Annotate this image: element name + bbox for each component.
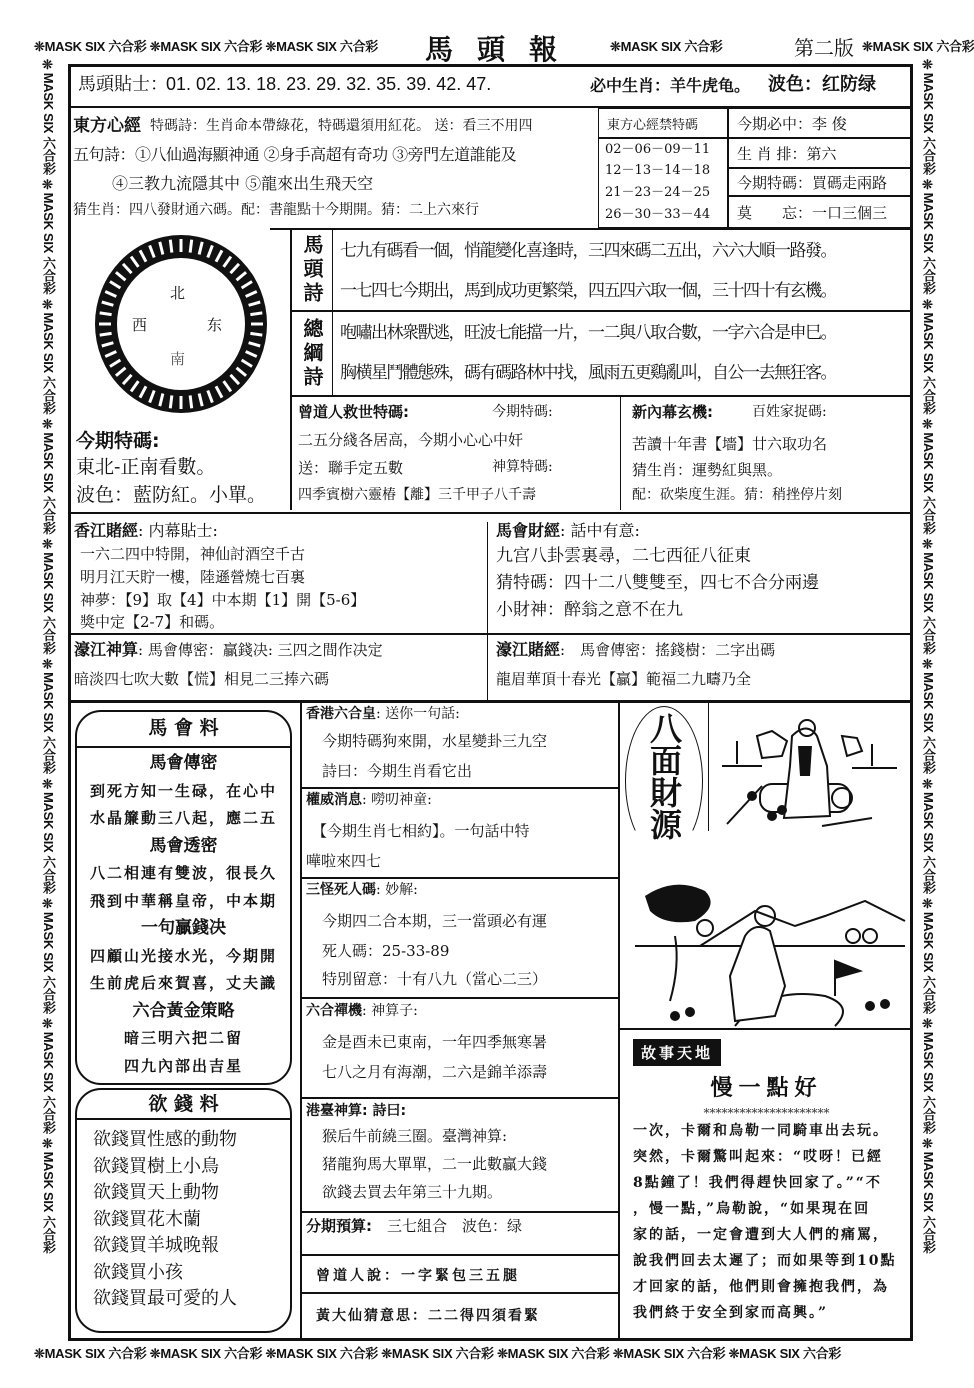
border-text-repeat: ❊MASK SIX 六合彩 (41, 1136, 56, 1254)
haojiang-shensuan-line: 暗淡四七吹大數【慌】相見二三捧六碼 (74, 670, 330, 688)
tips-label: 馬頭貼士： (78, 74, 168, 95)
tips-numbers: 01. 02. 13. 18. 23. 29. 32. 35. 39. 42. 47. (166, 74, 492, 94)
caijing-title: 馬會財經 (496, 521, 561, 540)
cj-heading (306, 1003, 418, 1020)
sg-line: 特別留意：十有八九（當心二三） (322, 970, 548, 988)
haojiang-dujing-line: 龍眉華頂十春光【贏】範福二九疇乃全 (496, 670, 752, 688)
story-line: 我們終于安全到家而高興。” (633, 1305, 829, 1321)
fq-title: 分期預算: (306, 1217, 372, 1235)
caijing-line: 小財神：醉翁之意不在九 (496, 600, 683, 620)
dongfang-line2: 五句詩：①八仙過海顯神通 ②身手高超有奇功 ③旁門左道誰能及 (73, 145, 517, 164)
cj-line: 七八之月有海潮，二六是錦羊添壽 (322, 1063, 548, 1081)
story-line: 才回家的話，他們則會擁抱我們，為 (633, 1279, 889, 1295)
info-row: 生 肖 排：第六 (728, 138, 912, 168)
yuqian-liao-title: 欲 錢 料 (148, 1093, 219, 1115)
border-left (38, 58, 58, 1343)
sg-title: 三怪死人碼 (306, 882, 376, 898)
border-text-repeat: ❊MASK SIX 六合彩 (921, 1017, 936, 1137)
mahui-section-line: 水晶簾動三八起，應二五 (89, 809, 277, 827)
masthead: 馬頭報 (425, 33, 582, 66)
border-text: ❊MASK SIX 六合彩 (862, 39, 974, 54)
story-line: 突然，卡爾驚叫起來：“哎呀！已經 (633, 1149, 884, 1165)
story-line: 家的話，一定會遭到大人們的痛罵， (633, 1227, 889, 1243)
num-row: 21－23－24－25 (605, 185, 711, 200)
num-row: 12－13－14－18 (605, 163, 711, 178)
qw-line: 【今期生肖七相約】。一句話中特 (312, 822, 530, 840)
caijing-heading (496, 521, 640, 540)
mahui-section-head: 馬會透密 (149, 835, 218, 856)
border-text-repeat: ❊MASK SIX 六合彩 (921, 537, 936, 658)
border-top (34, 36, 414, 54)
xiangjiang-line: 神夢：【9】取【4】中本期【1】開【5-6】 (80, 591, 366, 609)
border-text-repeat: ❊MASK SIX 六合彩 (728, 1346, 842, 1361)
yuqian-list (93, 1127, 237, 1313)
story-line: 一次，卡爾和烏勒一同騎車出去玩。 (633, 1123, 889, 1139)
qw-heading (306, 792, 432, 809)
fq-value: 三七組合 波色：绿 (387, 1217, 523, 1235)
border-text-repeat: ❊MASK SIX 六合彩 (41, 297, 56, 418)
border-text-repeat: ❊MASK SIX 六合彩 (41, 537, 56, 658)
gt-line: 猪龍狗馬大單單，二一此數贏大錢 (322, 1155, 548, 1173)
story-line: 8點鐘了！我們得趕快回家了。”“不 (633, 1175, 882, 1191)
yuqian-item: 欲錢買花木蘭 (93, 1208, 201, 1230)
hk-heading (306, 706, 460, 723)
border-text-repeat: ❊MASK SIX 六合彩 (612, 1346, 729, 1361)
haojiang-dujing-heading (496, 640, 775, 659)
compass-wheel (92, 232, 270, 416)
xiangjiang-line: 一六二四中特開，神仙討酒空千古 (80, 545, 306, 563)
qw-sub: : 嘮叨神童: (362, 792, 432, 808)
compass-tick (100, 333, 112, 335)
scholar-illustration (712, 706, 908, 830)
sg-line: 今期四二合本期，三一當頭必有運 (322, 912, 548, 930)
border-text: ❊MASK SIX 六合彩 (921, 58, 936, 178)
border-text-repeat: ❊MASK SIX 六合彩 (41, 417, 56, 538)
border-text-repeat: ❊MASK SIX 六合彩 (381, 1346, 498, 1361)
story-line: ，慢一點，”烏勒說，“如果現在回 (633, 1201, 871, 1217)
mahui-section-line: 四九內部出吉星 (123, 1056, 243, 1075)
cj-sub: : 神算子: (362, 1003, 418, 1019)
story-line: 說我們回去太遲了；而如果等到10點 (633, 1253, 897, 1269)
info-row: 今期必中：李 俊 (728, 108, 912, 138)
border-text-repeat: ❊MASK SIX 六合彩 (41, 897, 56, 1017)
zengdaoren-line1: 二五分綫各居高，今期小心心中奸 (298, 431, 524, 449)
border-text: ❊MASK SIX 六合彩 (41, 58, 56, 178)
compass-north: 北 (170, 284, 186, 302)
story-section-label: 故事天地 (633, 1039, 721, 1066)
mahui-section-line: 四顧山光接水光，今期開 (89, 946, 277, 965)
info-row: 莫 忘：一口三個三 (728, 196, 912, 228)
gt-title: 港臺神算: 詩曰: (306, 1103, 407, 1119)
border-bottom (34, 1343, 940, 1361)
xinneimu-title: 新內幕玄機: (632, 403, 713, 421)
compass-tick (190, 395, 192, 408)
xinneimu-line2: 猜生肖：運勢紅與黑。 (632, 461, 783, 479)
compass-south: 南 (170, 350, 186, 368)
dongfang-line4: 猜生肖：四八發財通六碼。配：書龍點十今期開。猜：二上六來行 (73, 202, 479, 218)
mahui-liao-title: 馬 會 料 (148, 717, 219, 739)
xinneimu-line3: 配：砍柴度生涯。猜：稍挫停片刻 (632, 487, 842, 503)
border-text-repeat: ❊MASK SIX 六合彩 (149, 1346, 266, 1361)
matou-poem-line: 一七四七今期出，馬到成功更繁榮，四五四六取一個，三十四十有玄機。 (340, 281, 836, 301)
xinneimu-line1: 苦讀十年書【墻】廿六取功名 (632, 435, 828, 453)
compass-tick (190, 240, 192, 253)
matou-poem-line: 七九有碼看一個，悄龍變化喜逢時，三四來碼二五出，六六大順一路發。 (340, 241, 836, 261)
compass-tick (250, 333, 262, 335)
story-body (633, 1118, 896, 1326)
zengdaoren-line3: 四季賓樹六靈椿【離】三千甲子八千壽 (298, 487, 536, 503)
compass-tick (250, 313, 262, 315)
mahui-section-line: 八二相連有雙波，很長久 (89, 864, 277, 882)
border-text-repeat: ❊MASK SIX 六合彩 (921, 897, 936, 1017)
compass-tick (170, 395, 172, 408)
left-special-title: 今期特碼: (76, 430, 160, 452)
border-right (918, 58, 938, 1343)
cj-title: 六合禪機 (306, 1003, 362, 1019)
left-special-line2: 波色：藍防紅。小單。 (76, 484, 267, 506)
mahui-section-head: 一句贏錢决 (141, 918, 226, 938)
story-stars: ********************* (703, 1106, 830, 1120)
haojiang-shensuan-sub: : 馬會傳密：贏錢决: 三四之間作决定 (138, 641, 383, 659)
zonggang-poem-line: 咆嘯出林衆獸逃，旺波七能擋一片，一二與八取合數，一字六合是申巳。 (340, 323, 836, 343)
hk-line: 今期特碼狗來開，水星變卦三九空 (322, 732, 548, 750)
border-text-repeat: ❊MASK SIX 六合彩 (41, 657, 56, 778)
mahui-section-line: 飛到中華稱皇帝，中本期 (89, 891, 277, 910)
border-text-repeat: ❊MASK SIX 六合彩 (41, 177, 56, 298)
border-text-repeat: ❊MASK SIX 六合彩 (265, 39, 378, 54)
compass-west: 西 (132, 316, 148, 334)
border-text-repeat: ❊MASK SIX 六合彩 (41, 777, 56, 898)
wave-color: 波色：红防绿 (768, 74, 876, 95)
dongfang-title: 東方心經 (73, 116, 141, 136)
sg-sub: : 妙解: (376, 882, 418, 898)
caijing-line: 九宫八卦雲裏尋，二七西征八征東 (496, 546, 751, 566)
xiangjiang-line: 獎中定【2-7】和碼。 (80, 613, 225, 631)
mahui-section-line: 到死方知一生碌，在心中 (89, 781, 277, 800)
qw-line: 嘩啦來四七 (306, 852, 382, 870)
xiangjiang-sub: : 内幕貼士: (138, 521, 218, 540)
yuqian-item: 欲錢買最可愛的人 (93, 1288, 237, 1309)
border-text-repeat: ❊MASK SIX 六合彩 (921, 777, 936, 898)
zengdaoren-sub2: 神算特碼: (492, 459, 553, 475)
mahui-section-line: 生前虎后來賀喜，丈夫識 (89, 974, 277, 992)
matou-poem-label: 馬頭詩 (300, 234, 324, 306)
xiangjiang-line: 明月江天貯一樓，陸遜營燒七百裏 (80, 568, 306, 586)
border-text-repeat: ❊MASK SIX 六合彩 (265, 1346, 382, 1361)
border-text-repeat: ❊MASK SIX 六合彩 (921, 1136, 936, 1254)
hk-sub: : 送你一句話: (376, 706, 460, 722)
border-text-repeat: ❊MASK SIX 六合彩 (149, 39, 266, 54)
gt-line: 欲錢去買去年第三十九期。 (322, 1183, 503, 1201)
xinneimu-sub: 百姓家捉碼: (752, 404, 827, 420)
shepherd-illustration (625, 866, 909, 1026)
edition-label: 第二版 (794, 36, 854, 60)
yuqian-item: 欲錢買性感的動物 (93, 1129, 237, 1150)
border-text: ❊MASK SIX 六合彩 (610, 39, 723, 54)
haojiang-shensuan-title: 濠江神算 (74, 640, 139, 659)
zengdaoren-sub1: 今期特碼: (492, 404, 553, 420)
caijing-sub: : 話中有意: (560, 521, 640, 540)
zengdaoren-title: 曾道人救世特碼: (298, 403, 409, 421)
hd-text: 黃大仙猜意思：二二得四須看緊 (316, 1308, 540, 1324)
zonggang-poem-label: 總綱詩 (300, 318, 324, 390)
zonggang-poem-line: 胸横星鬥體態殊，碼有碼路林中找，風雨五更鷄亂叫，自公一去無狂客。 (340, 363, 836, 383)
haojiang-dujing-sub: : 馬會傳密：搖錢樹：二字出碼 (560, 641, 776, 659)
sg-line: 死人碼：25-33-89 (322, 942, 450, 960)
haojiang-shensuan-heading (74, 640, 383, 659)
yuqian-item: 欲錢買天上動物 (93, 1182, 219, 1203)
sg-heading (306, 882, 418, 899)
dongfang-line3: ④三教九流隱其中 ⑤龍來出生飛天空 (112, 174, 374, 193)
zodiac-pick: 必中生肖：羊牛虎龟。 (590, 76, 751, 95)
mahui-section-line: 暗三明六把二留 (123, 1029, 243, 1047)
compass-tick (170, 240, 172, 253)
compass-tick (100, 313, 112, 315)
border-text-repeat: ❊MASK SIX 六合彩 (497, 1346, 613, 1361)
story-title: 慢一點好 (710, 1076, 823, 1101)
caijing-line: 猜特碼：四十二八雙雙至，四七不合分兩邊 (496, 573, 819, 593)
border-top-3 (862, 36, 974, 54)
gt-line: 猴后牛前繞三圈。臺灣神算: (322, 1127, 508, 1145)
border-text-repeat: ❊MASK SIX 六合彩 (41, 1017, 56, 1137)
xiangjiang-heading (74, 521, 218, 540)
forbidden-header: 東方心經禁特碼 (598, 108, 728, 138)
yuqian-item: 欲錢買樹上小鳥 (93, 1155, 219, 1177)
qw-title: 權威消息 (306, 792, 362, 808)
border-text-repeat: ❊MASK SIX 六合彩 (921, 297, 936, 418)
cj-line: 金是酉未已東南，一年四季無寒暑 (322, 1033, 548, 1051)
info-row: 今期特碼：買碼走兩路 (728, 168, 912, 196)
border-text: ❊MASK SIX 六合彩 (34, 39, 150, 54)
bamian-title: 八面財源 (645, 712, 683, 840)
hk-line: 詩曰：今期生肖看它出 (322, 762, 473, 780)
haojiang-dujing-title: 濠江賭經 (496, 640, 561, 659)
num-row: 26－30－33－44 (605, 207, 711, 222)
border-top-2 (610, 36, 786, 54)
num-row: 02－06－09－11 (605, 142, 711, 157)
forbidden-numbers (598, 138, 728, 228)
mahui-section-head: 六合黃金策略 (132, 1000, 235, 1021)
mahui-section-head: 馬會傳密 (149, 753, 218, 773)
border-text: ❊MASK SIX 六合彩 (34, 1346, 150, 1361)
zd-text: 曾道人說：一字緊包三五腿 (316, 1268, 520, 1284)
zengdaoren-line2: 送：聯手定五數 (298, 459, 404, 477)
yuqian-item: 欲錢買羊城晚報 (93, 1235, 219, 1256)
fq-row (306, 1217, 522, 1235)
compass-east: 东 (207, 316, 223, 334)
dongfang-line1: 特碼詩：生肖命本帶綠花，特碼還須用紅花。 送：看三不用四 (150, 118, 533, 134)
yuqian-item: 欲錢買小孩 (93, 1261, 183, 1283)
mahui-liao-content (75, 750, 292, 1080)
border-text-repeat: ❊MASK SIX 六合彩 (921, 657, 936, 778)
xiangjiang-title: 香江賭經 (74, 521, 139, 540)
border-text-repeat: ❊MASK SIX 六合彩 (921, 417, 936, 538)
border-text-repeat: ❊MASK SIX 六合彩 (921, 177, 936, 298)
left-special-line1: 東北-正南看數。 (76, 456, 216, 478)
hk-title: 香港六合皇 (306, 706, 376, 722)
